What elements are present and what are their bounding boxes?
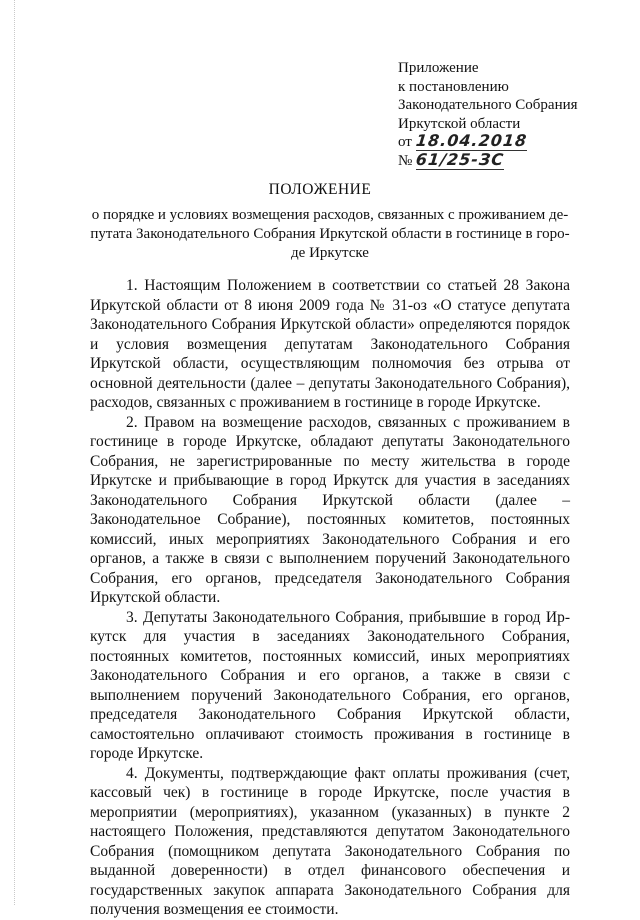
paragraph-2: 2. Правом на возмещение расходов, связанных с проживанием в гостинице в городе Иркутске, обладают депутаты Законодательного Собрания, не зарегистрированные по месту жительства в городе Иркутске и прибывающие в город Иркутск для участия в заседаниях Законодательного Собрания Иркутской области (далее – Законодательное Собрание), постоянных комитетов, постоянных комиссий, иных мероприятиях Законодательного Собрания и его органов, а также в связи с выполнением поручений Законодательного Собрания, его органов, председателя Законодательного Собрания Иркутской области. (90, 413, 570, 606)
approval-stamp-block (398, 59, 618, 170)
approval-number-prefix: № (398, 152, 413, 169)
document-title: ПОЛОЖЕНИЕ (268, 181, 372, 198)
scan-margin-dots (14, 0, 16, 905)
approval-line-1: Приложение (398, 60, 479, 76)
paragraph-4: 4. Документы, подтверждающие факт оплаты проживания (счет, кассовый чек) в гостинице в городе Иркутске, после участия в мероприятии (мероприятиях), указанном (указанных) в пункте 2 настоящего Положения, представляются депутатом Законодательного Собрания (помощником депутата Законодательного Собрания по выданной доверенности) в отдел финансового обеспечения и государственных закупок аппарата Законодательного Собрания для получения возмещения ее стоимости. (90, 764, 570, 918)
approval-number-line (398, 149, 618, 171)
approval-line-3: Законодательного Собрания (398, 97, 578, 113)
paragraph-3: 3. Депутаты Законодательного Собрания, прибывшие в город Иркутск для участия в заседаниях Законодательного Собрания, постоянных комитетов, постоянных комиссий, иных мероприятиях Законодательного Собрания и его органов, а также в связи с выполнением поручений Законодательного Собрания, его органов, председателя Законодательного Собрания Иркутской области, самостоятельно оплачивают стоимость проживания в гостинице в городе Иркутске. (90, 608, 570, 762)
approval-line-2: к постановлению (398, 78, 509, 95)
document-subtitle: о порядке и условиях возмещения расходов, связанных с проживанием депутата Законодательного Собрания Иркутской области в гостинице в городе Иркутске (90, 207, 570, 261)
approval-number-handwritten: 61/25-ЗС (415, 149, 506, 169)
document-body (90, 276, 570, 920)
approval-date-prefix: от (398, 134, 412, 150)
approval-date-handwritten: 18.04.2018 (414, 131, 528, 150)
paragraph-1: 1. Настоящим Положением в соответствии со статьей 28 Закона Иркутской области от 8 июня 2009 года № 31-оз «О статусе депутата Законодательного Собрания Иркутской области» определяются порядок и условия возмещения депутатам Законодательного Собрания Иркутской области, осуществляющим полномочия без отрыва от основной деятельности (далее – депутаты Законодательного Собрания), расходов, связанных с проживанием в гостинице в городе Иркутске. (90, 277, 570, 411)
approval-date-line (398, 133, 618, 152)
approval-line-4: Иркутской области (398, 115, 521, 132)
